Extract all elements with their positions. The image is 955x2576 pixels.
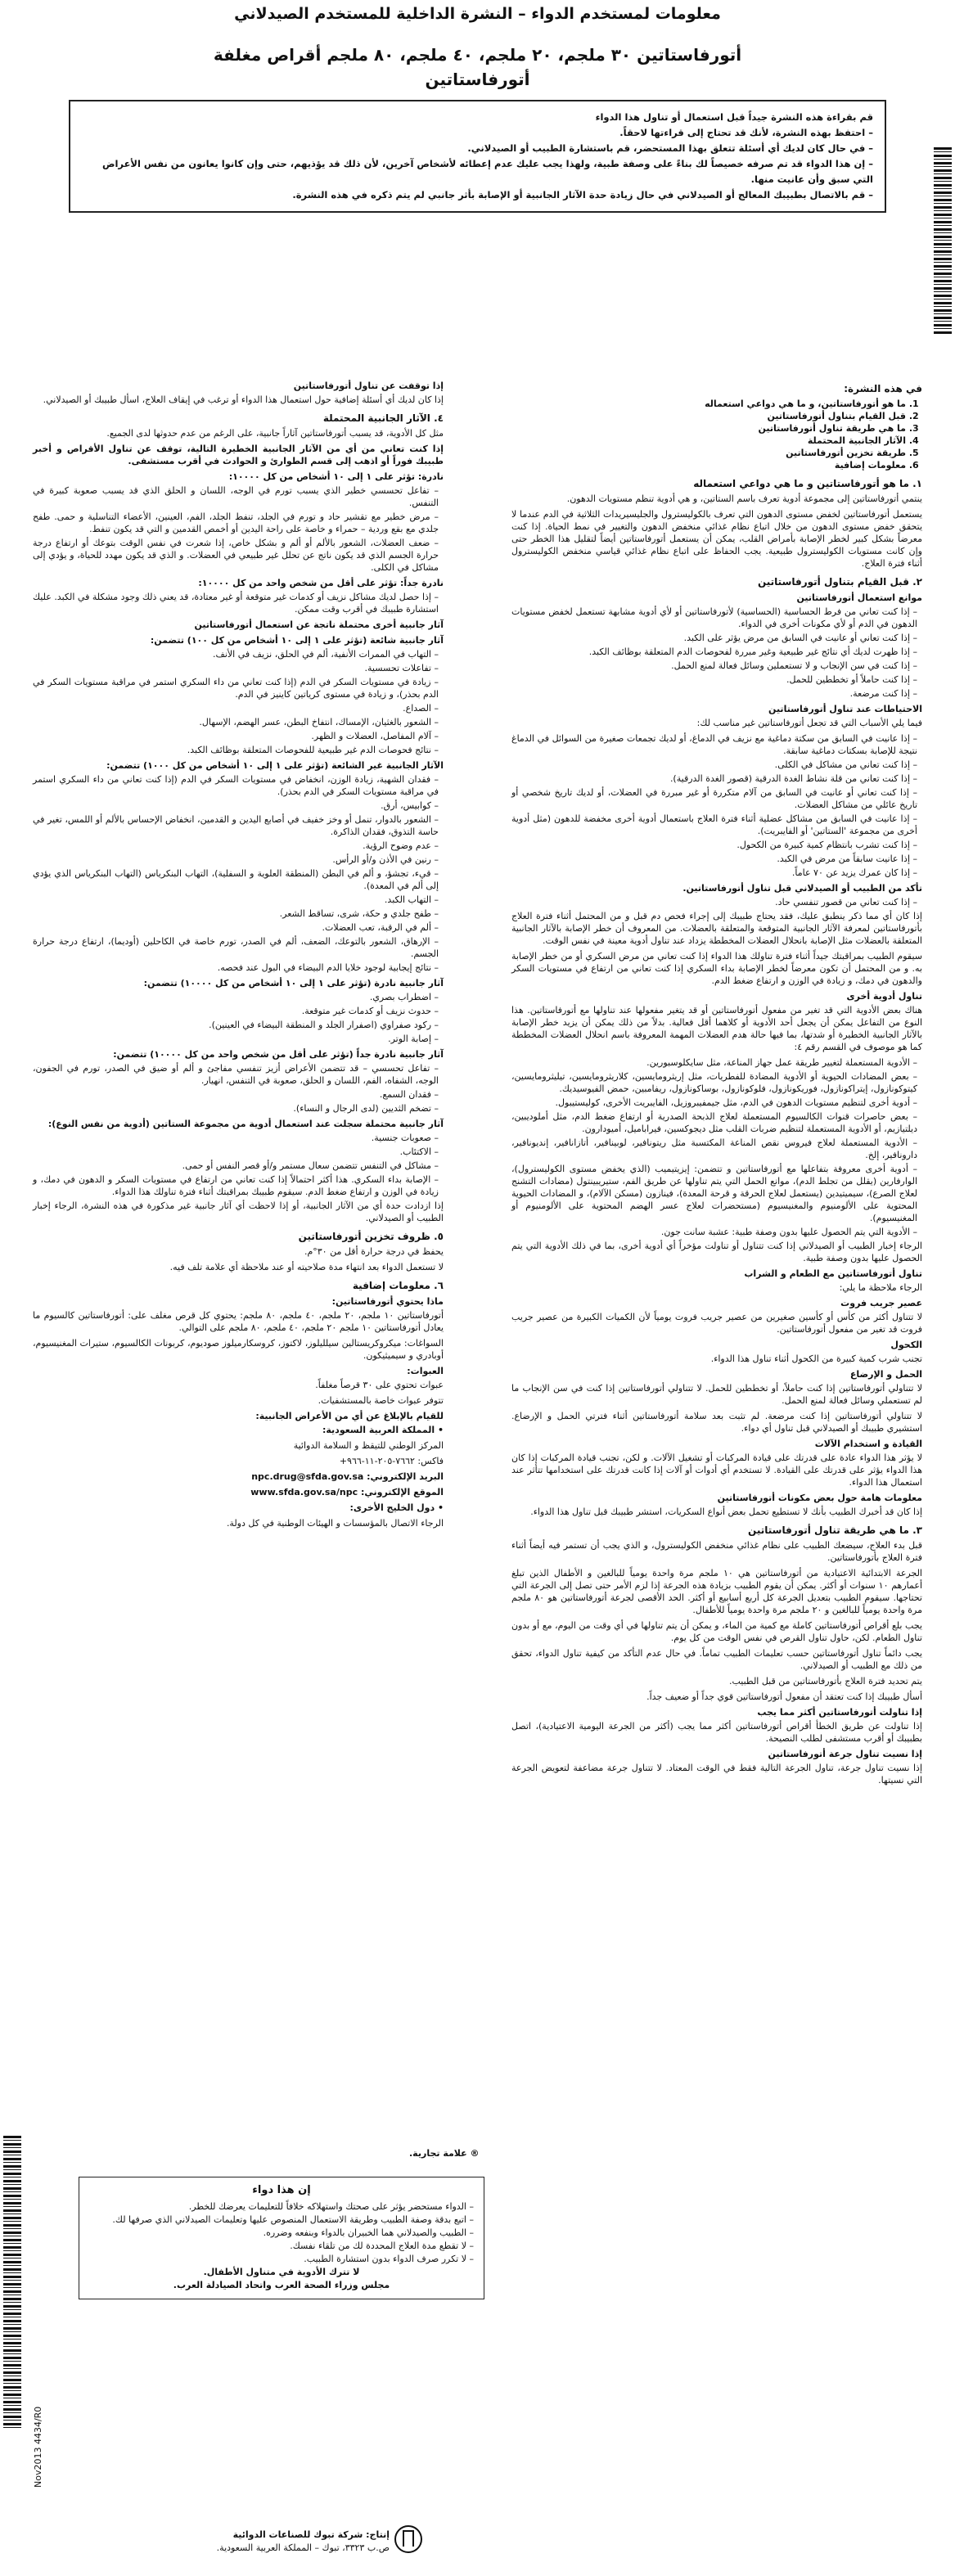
possible-item: – الإصابة بداء السكري. هذا أكثر احتمالاً إذا كنت تعاني من ارتفاع في مستويات السكر و الدهون في دمك، و زيادة في الوزن و ارتفاع ضغط الدم. سيقوم طبيبك بمراقبتك أثناء فترة تناولك هذا الدواء. — [33, 1174, 439, 1197]
section-5-heading: ٥. ظروف تخزين أتورفاستاتين — [298, 1231, 444, 1242]
product-name-line: أتورفاستاتين ٣٠ ملجم، ٢٠ ملجم، ٤٠ ملجم، ٨٠ ملجم أقراص مغلفة — [213, 45, 742, 65]
page-header: معلومات لمستخدم الدواء – النشرة الداخلية للمستخدم الصيدلاني — [234, 5, 721, 23]
very-rare2-heading: آثار جانبية نادرة جداً (تؤثر على أقل من شخص واحد من كل ١٠٠٠٠) تتضمن: — [113, 1049, 444, 1060]
check-item: سيقوم الطبيب بمراقبتك جيداً أثناء فترة تناولك هذا الدواء إذا كنت تعاني من مرض السكري أو من خطر الإصابة به. و من المحتمل أن تكون معرضاً لخطر الإصابة بداء السكري إذا كنت تعاني من ارتفاع في مستويات السكر والدهون في دمك، و زيادة في الوزن و ارتفاع ضغط الدم. — [511, 951, 922, 986]
medicine-notice-line: – لا تقطع مدة العلاج المحددة لك من تلقاء نفسك. — [290, 2240, 474, 2251]
product-title — [98, 43, 857, 92]
contact-line: المركز الوطني للتيقظ و السلامة الدوائية — [293, 1440, 444, 1451]
contact-line: الرجاء الاتصال بالمؤسسات و الهيئات الوطنية في كل دولة. — [226, 1518, 444, 1529]
very-rare2-item: – تفاعل تحسسي – قد تتضمن الأعراض أزيز تنفسي مفاجئ و ألم أو ضيق في الصدر، تورم في الجفون، الوجه، الشفاه، الفم، اللسان و الحلق، صعوبة في التنفس، انهيار. — [33, 1063, 439, 1086]
other-medicines-item: – الأدوية التي يتم الحصول عليها بدون وصفة طبية: عشبة سانت جون. — [660, 1227, 917, 1237]
very-rare-heading: نادرة جداً: تؤثر على أقل من شخص واحد من كل ١٠٠٠٠: — [198, 578, 444, 588]
check-doctor-heading: تأكد من الطبيب أو الصيدلاني قبل تناول أتورفاستاتين. — [682, 883, 922, 894]
contraindication-item: – إذا كنت تعاني من فرط الحساسية (الحساسية) لأتورفاستاتين أو لأي أدوية مشابهة تستعمل لخفض مستويات الدهون في الدم أو لأي مكونات أخرى في الدواء. — [511, 606, 917, 629]
rare2-item: – ركود صفراوي (اصفرار الجلد و المنطقة البيضاء في العينين). — [209, 1020, 439, 1030]
reporting-heading: للقيام بالإبلاغ عن أي من الأعراض الجانبية: — [255, 1411, 444, 1421]
other-medicines-item: الرجاء إخبار الطبيب أو الصيدلاني إذا كنت تتناول أو تناولت مؤخراً أي أدوية أخرى، بما في ذلك الأدوية التي يتم الحصول عليها بدون وصفة طبية. — [511, 1241, 922, 1263]
rare2-item: – إصابة الوتر. — [388, 1034, 439, 1044]
toc-item: 3. ما هي طريقة تناول أتورفاستاتين — [511, 422, 906, 435]
section-1-heading: ١. ما هو أتورفاستاتين و ما هي دواعي استعماله — [693, 478, 922, 489]
uncommon-item: – كوابيس، أرق. — [381, 800, 439, 811]
other-medicines-item: – الأدوية المستعملة لتغيير طريقة عمل جهاز المناعة، مثل سايكلوسبورين. — [646, 1057, 917, 1068]
toc-item: 2. قبل القيام بتناول أتورفاستاتين — [511, 410, 906, 422]
section-3-text: الجرعة الابتدائية الاعتيادية من أتورفاستاتين هي ١٠ ملجم مرة واحدة يومياً للبالغين و الأطفال الذين تبلغ أعمارهم ١٠ سنوات أو أكثر. يمكن أن يقوم الطبيب بزيادة هذه الجرعة إذا لزم الأمر حتى تصل إلى الجرعة التي تحتاجها. سيقوم الطبيب بتعديل الجرعة كل أربع أسابيع أو أكثر. الحد الأقصى لجرعة أتورفاستاتين هو ٨٠ ملجم مرة واحدة يومياً للبالغين و ٢٠ ملجم مرة واحدة يومياً للأطفال. — [511, 1568, 923, 1615]
uncommon-item: – رنين في الأذن و/أو الرأس. — [332, 854, 439, 865]
storage-text: لا تستعمل الدواء بعد انتهاء مدة صلاحيته أو عند ملاحظة أي علامة تلف فيه. — [169, 1262, 444, 1272]
stop-heading: إذا توقفت عن تناول أتورفاستاتين — [293, 381, 444, 391]
precaution-item: – إذا كنت تعاني من مشاكل في الكلى. — [774, 759, 917, 770]
rare2-heading: آثار جانبية نادرة (تؤثر على ١ إلى ١٠ أشخاص من كل ١٠٠٠٠) تتضمن: — [143, 978, 444, 989]
ingredients-info-text: إذا كان قد أخبرك الطبيب بأنك لا تستطيع تحمل بعض أنواع السكريات، استشر طبيبك قبل تناول هذا الدواء. — [530, 1506, 922, 1517]
section-3-text: قبل بدء العلاج، سيضعك الطبيب على نظام غذائي منخفض الكوليسترول، و الذي يجب أن تستمر فيه أيضاً أثناء فترة العلاج بأتورفاستاتين. — [511, 1540, 922, 1563]
right-column — [511, 376, 922, 1790]
medicine-notice-line: – الطبيب والصيدلاني هما الخبيران بالدواء وبنفعه وضرره. — [263, 2227, 474, 2238]
section-3-text: يجب بلع أقراص أتورفاستاتين كاملة مع كمية من الماء، و يمكن أن يتم تناولها في أي وقت من اليوم، مع أو بدون تناول الطعام. لكن، حاول تناول القرص في نفس الوقت من كل يوم. — [511, 1620, 922, 1643]
medicine-notice-line: لا تترك الأدوية في متناول الأطفال. — [203, 2267, 360, 2277]
pack-text: تتوفر عبوات خاصة بالمستشفيات. — [318, 1395, 444, 1406]
contraindication-item: – إذا كنت حاملاً أو تخططين للحمل. — [786, 674, 917, 685]
serious-effects-text: إذا كنت تعاني من أي من الآثار الجانبية الخطيرة التالية، توقف عن تناول الأقراص و أخبر طبيبك فوراً أو اذهب إلى قسم الطوارئ و الحوادث في أقرب مستشفى. — [33, 444, 444, 466]
uncommon-item: – فقدان الشهية، زيادة الوزن، انخفاض في مستويات السكر في الدم (إذا كنت تعاني من داء السكري استمر في مراقبة مستويات السكر في الدم بحذر). — [33, 774, 439, 797]
other-medicines-item: – أدوية أخرى لتنظيم مستويات الدهون في الدم، مثل جيمفيبروزيل، الفايبريت الأخرى، كوليستيبول. — [555, 1097, 917, 1108]
left-column — [33, 376, 444, 1533]
possible-item: – مشاكل في التنفس تتضمن سعال مستمر و/أو قصر النفس أو حمى. — [182, 1160, 439, 1171]
pack-heading: العبوات: — [407, 1366, 444, 1376]
section-2-heading: ٢. قبل القيام بتناول أتورفاستاتين — [757, 576, 922, 588]
toc-heading: في هذه النشرة: — [844, 383, 922, 394]
rare-item: – تفاعل تحسسي خطير الذي يسبب تورم في الوجه، اللسان و الحلق الذي قد يسبب صعوبة كبيرة في التنفس. — [33, 485, 439, 508]
section-4-heading: ٤. الآثار الجانبية المحتملة — [322, 412, 444, 424]
section-3-text: أسأل طبيبك إذا كنت تعتقد أن مفعول أتورفاستاتين قوي جداً أو ضعيف جداً. — [646, 1691, 922, 1702]
warning-line: – إن هذا الدواء قد تم صرفه خصيصاً لك بناءً على وصفة طبية، ولهذا يجب عليك عدم إعطائه لأشخاص آخرين، لأن ذلك قد يؤذيهم، حتى وإن كانوا يعانون من نفس الأعراض التي سبق وأن عانيت منها. — [102, 158, 873, 185]
overdose-text: إذا تناولت عن طريق الخطأ أقراص أتورفاستاتين أكثر مما يجب (أكثر من الجرعة اليومية الاعتيادية)، اتصل بطبيبك أو أقرب مستشفى لطلب النصيحة. — [511, 1721, 922, 1744]
manufacturer-address: ص.ب ٣٣٢٣، تبوك – المملكة العربية السعودية. — [216, 2542, 390, 2553]
section-6-heading: ٦. معلومات إضافية — [352, 1280, 444, 1291]
section-1-text: ينتمي أتورفاستاتين إلى مجموعة أدوية تعرف باسم الستاتين، و هي أدوية تنظم مستويات الدهون. — [566, 493, 922, 504]
pharmacode-barcode-left — [3, 2136, 21, 2430]
medicine-notice-box — [79, 2177, 484, 2299]
contraindication-item: – إذا ظهرت لديك أي نتائج غير طبيعية وغير مبررة لفحوصات الدم المتعلقة بوظائف الكبد. — [588, 646, 917, 657]
possible-effects-heading: آثار جانبية محتملة سجلت عند استعمال أدوية من مجموعة الستاتين (أدوية من نفس النوع): — [47, 1119, 444, 1129]
precautions-heading: الاحتياطات عند تناول أتورفاستاتين — [768, 704, 922, 714]
contraindication-item: – إذا كنت في سن الإنجاب و لا تستعملين وسائل فعالة لمنع الحمل. — [671, 660, 917, 671]
precaution-item: – إذا كنت تعاني أو عانيت في السابق من آلام متكررة أو غير مبررة في العضلات، أو لديك تاريخ شخصي أو تاريخ عائلي من مشاكل العضلات. — [511, 787, 917, 810]
section-3-text: يتم تحديد فترة العلاج بأتورفاستاتين من قبل الطبيب. — [728, 1676, 922, 1687]
pregnancy-text: لا تتناولي أتورفاستاتين إذا كنت مرضعة. لم تثبت بعد سلامة أتورفاستاتين أثناء فترتي الحمل و الإرضاع. استشيري طبيبك أو الصيدلاني قبل تناول أي دواء. — [511, 1411, 922, 1434]
uncommon-item: – ألم في الرقبة، تعب العضلات. — [322, 922, 439, 933]
precaution-item: – إذا عانيت في السابق من مشاكل عضلية أثناء فترة العلاج باستعمال أدوية أخرى مخفضة للدهون (مثل أدوية أخرى من مجموعة 'الستاتين' أو الفايبريت). — [511, 813, 917, 836]
common-item: – نتائج فحوصات الدم غير طبيعية للفحوصات المتعلقة بوظائف الكبد. — [187, 745, 439, 755]
report-text: إذا ازدادت حدة أي من الآثار الجانبية، أو إذا لاحظت أي آثار جانبية غير مذكورة في هذه النشرة، الرجاء إخبار الطبيب أو الصيدلاني. — [33, 1200, 444, 1223]
uncommon-item: – عدم وضوح الرؤية. — [363, 840, 439, 851]
uncommon-heading: الآثار الجانبية غير الشائعة (تؤثر على ١ إلى ١٠ أشخاص من كل ١٠٠٠) تتضمن: — [106, 760, 444, 771]
trademark-note: ® علامة تجارية. — [409, 2148, 480, 2159]
section-3-text: يجب دائماً تناول أتورفاستاتين حسب تعليمات الطبيب تماماً. في حال عدم التأكد من كيفية تناول الدواء، تحقق من ذلك مع الطبيب أو الصيدلاني. — [511, 1648, 922, 1671]
very-rare-item: – إذا حصل لديك مشاكل نزيف أو كدمات غير متوقعة أو غير معتادة، قد يعني ذلك وجود مشكلة في الكبد. عليك استشارة طبيبك في أقرب وقت ممكن. — [33, 592, 439, 615]
warning-line: – قم بالاتصال بطبيبك المعالج أو الصيدلاني في حال زيادة حدة الآثار الجانبية أو الإصابة بأثر جانبي لم يتم ذكره في هذه النشرة. — [292, 189, 873, 200]
contact-line: • دول الخليج الأخرى: — [349, 1502, 444, 1513]
food-drink-text: لا تتناول أكثر من كأس أو كأسين صغيرين من عصير جريب فروت يومياً لأن الكميات الكبيرة من عصير جريب فروت قد تغير من مفعول أتورفاستاتين. — [511, 1312, 922, 1335]
contact-website[interactable]: www.sfda.gov.sa/npc :الموقع الإلكتروني — [250, 1487, 444, 1497]
ingredients-info-heading: معلومات هامة حول بعض مكونات أتورفاستاتين — [717, 1493, 922, 1503]
uncommon-item: – نتائج إيجابية لوجود خلايا الدم البيضاء في البول عند فحصه. — [217, 962, 439, 973]
other-medicines-item: – أدوية أخرى معروفة بتفاعلها مع أتورفاستاتين و تتضمن: إيزيتيميب (الذي يخفض مستوى الكوليسترول)، الوارفارين (يقلل من تجلط الدم)، موانع الحمل التي يتم تناولها عن طريق الفم، ستيريبينتول (مضادات التشنج لعلاج الصرع)، سيميتيدين (يستعمل لعلاج الحرقة و قرحة المعدة)، فينازون (مسكن الآلام)، و المضادات الحيوية المحتوية على الألومنيوم والمغنيسيوم (مستحضرات لعلاج عسر الهضم المحتوية على الألومنيوم أو المغنيسيوم). — [511, 1164, 917, 1223]
warning-line: – في حال كان لديك أي أسئلة تتعلق بهذا المستحضر، قم باستشارة الطبيب أو الصيدلاني. — [467, 142, 873, 154]
rare-item: – مرض خطير مع تقشير حاد و تورم في الجلد، تنفط الجلد، الفم، العينين، الأعضاء التناسلية و حمى. طفح جلدي مع بقع وردية – حمراء و خاصة على راحة اليدين أو أخمص القدمين و التي قد يكون تنفط. — [33, 511, 439, 534]
toc-item: 4. الآثار الجانبية المحتملة — [511, 435, 906, 447]
contents-heading: ماذا يحتوي أتورفاستاتين: — [331, 1296, 444, 1307]
warning-line: قم بقراءة هذه النشرة جيداً قبل استعمال أو تناول هذا الدواء — [595, 111, 873, 123]
contraindications-heading: موانع استعمال أتورفاستاتين — [796, 592, 922, 603]
storage-text: يحفظ في درجة حرارة أقل من ٣٠°م. — [304, 1246, 444, 1257]
common-item: – تفاعلات تحسسية. — [364, 663, 439, 673]
precaution-item: – إذا عانيت في السابق من سكتة دماغية مع نزيف في الدماغ، أو لديك تجمعات صغيرة من السوائل في الدماغ نتيجة للإصابة بسكتات دماغية سابقة. — [511, 733, 917, 756]
food-drink-text: تجنب شرب كمية كبيرة من الكحول أثناء تناول هذا الدواء. — [710, 1353, 922, 1364]
rare2-item: – اضطراب بصري. — [369, 992, 439, 1002]
food-drink-note: الرجاء ملاحظة ما يلي: — [839, 1282, 922, 1293]
pharmacode-barcode — [934, 147, 952, 336]
toc-item: 5. طريقة تخزين أتورفاستاتين — [511, 447, 906, 459]
toc-list — [511, 398, 922, 471]
manufacturer-name: إنتاج: شركة تبوك للصناعات الدوائية — [232, 2529, 390, 2540]
other-medicines-heading: تناول أدوية أخرى — [846, 991, 922, 1002]
contents-text: السواغات: ميكروكريستالين سيلليلوز، لاكتوز، كروسكارميلوز صوديوم، كربونات الكالسيوم، ستيرات المغنيسيوم، أوبادري و سيميثيكون. — [33, 1338, 444, 1361]
other-effects-heading: آثار جانبية أخرى محتملة ناتجة عن استعمال أتورفاستاتين — [194, 619, 444, 630]
uncommon-item: – طفح جلدي و حكة، شرى، تساقط الشعر. — [279, 908, 439, 919]
missed-dose-heading: إذا نسيت تناول جرعة أتورفاستاتين — [768, 1749, 922, 1759]
very-rare2-item: – فقدان السمع. — [379, 1089, 439, 1100]
food-drink-heading: تناول أتورفاستاتين مع الطعام و الشراب — [744, 1268, 922, 1279]
grapefruit-heading: عصير جريب فروت — [840, 1298, 922, 1308]
check-item: – إذا كنت تعاني من قصور تنفسي حاد. — [775, 897, 917, 907]
check-item: إذا كان أي مما ذكر ينطبق عليك، فقد يحتاج طبيبك إلى إجراء فحص دم قبل و من المحتمل أثناء فترة العلاج بأتورفاستاتين لمعرفة الآثار الجانبية المتوقعة والمتعلقة بالعضلات. من المعروف أن خطر الإصابة بالآثار الجانبية المتعلقة بالعضلات مثل الإصابة بانحلال العضلات المخططة يزداد عند تناول أدوية معينة في نفس الوقت. — [511, 911, 922, 946]
stop-text: إذا كان لديك أي أسئلة إضافية حول استعمال هذا الدواء أو ترغب في إيقاف العلاج، اسأل طبيبك أو الصيدلاني. — [43, 394, 444, 405]
section-4-intro: مثل كل الأدوية، قد يسبب أتورفاستاتين آثاراً جانبية، على الرغم من عدم حدوثها لدى الجميع. — [106, 428, 444, 439]
uncommon-item: – الإرهاق، الشعور بالتوعك، الضعف، ألم في الصدر، تورم خاصة في الكاحلين (أوديما)، ارتفاع درجة حرارة الجسم. — [33, 936, 439, 959]
medicine-notice-line: – الدواء مستحضر يؤثر على صحتك واستهلاكه خلافاً للتعليمات يعرضك للخطر. — [188, 2201, 474, 2212]
other-medicines-item: – الأدوية المستعملة لعلاج فيروس نقص المناعة المكتسبة مثل ريتونافير، لوبينافير، أتازانافير، إنديونافير، دارونافير، إلخ. — [511, 1137, 917, 1160]
contact-email[interactable]: npc.drug@sfda.gov.sa :البريد الإلكتروني — [251, 1471, 444, 1482]
common-item: – آلام المفاصل، العضلات و الظهر. — [311, 731, 439, 741]
rare-item: – ضعف العضلات، الشعور بالألم أو ألم و بشكل خاص، إذا شعرت في نفس الوقت بتوعك أو ارتفاع درجة حرارة الجسم الذي قد يكون ناتج عن تحلل غير طبيعي في العضلات. و الذي قد يكون مهدد للحياة، و يؤدي إلى مشاكل في الكلى. — [33, 538, 439, 573]
common-item: – الشعور بالغثيان، الإمساك، انتفاخ البطن، عسر الهضم، الإسهال. — [199, 717, 439, 727]
medicine-notice-line: – اتبع بدقة وصفة الطبيب وطريقة الاستعمال المنصوص عليها وتعليمات الصيدلاني الذي صرفها لك. — [112, 2214, 474, 2225]
section-1-text: يستعمل أتورفاستاتين لخفض مستوى الدهون التي تعرف بالكوليسترول والجليسيريدات الثلاثية في الدم عندما لا يتحقق خفض مستوى الدهون من خلال اتباع نظام غذائي منخفض الدهون والتغيير في نمط الحياة. إذا كنت معرضاً بشكل كبير لخطر الإصابة بأمراض القلب، يمكن أن يستعمل أتورفاستاتين أيضاً لتقليل هذا الخطر حتى وإن كانت مستويات الكوليسترول طبيعية. يجب الحفاظ على اتباع نظام غذائي قياسي منخفض الكوليسترول أثناء فترة العلاج. — [511, 509, 922, 569]
driving-text: لا يؤثر هذا الدواء عادة على قدرتك على قيادة المركبات أو تشغيل الآلات. و لكن، تجنب قيادة المركبات إذا كان هذا الدواء يؤثر على قدرتك على القيادة. لا تستخدم أي أدوات أو آلات إذا كانت قدرتك على استخدامها تتأثر عند استعمال هذا الدواء. — [511, 1452, 922, 1488]
missed-dose-text: إذا نسيت تناول جرعة، تناول الجرعة التالية فقط في الوقت المعتاد. لا تتناول جرعة مضاعفة لتعويض الجرعة التي نسيتها. — [511, 1763, 922, 1786]
rare2-item: – حدوث نزيف أو كدمات غير متوقعة. — [301, 1006, 439, 1016]
precautions-intro: فيما يلي الأسباب التي قد تجعل أتورفاستاتين غير مناسب لك: — [696, 718, 922, 728]
uncommon-item: – التهاب الكبد. — [384, 894, 439, 905]
other-medicines-item: – بعض المضادات الحيوية أو الأدوية المضادة للفطريات، مثل إريثرومايسين، كلاريثرومايسين، تيليثرومايسين، كيتوكونازول، إيتراكونازول، فوريكونازول، فلوكونازول، بوساكونازول، ريفامبين، حمض الفيوسيديك. — [511, 1071, 917, 1094]
very-rare2-item: – تضخم الثديين (لدى الرجال و النساء). — [293, 1103, 439, 1114]
possible-item: – الاكتئاب. — [399, 1146, 439, 1157]
pack-text: عبوات تحتوي على ٣٠ قرصاً مغلفاً. — [315, 1380, 444, 1390]
contraindication-item: – إذا كنت تعاني أو عانيت في السابق من مرض يؤثر على الكبد. — [683, 633, 917, 643]
precaution-item: – إذا عانيت سابقاً من مرض في الكبد. — [777, 853, 917, 864]
warning-line: – احتفظ بهذه النشرة، لأنك قد تحتاج إلى قراءتها لاحقاً. — [619, 127, 873, 138]
common-heading: آثار جانبية شائعة (تؤثر على ١ إلى ١٠ أشخاص من كل ١٠٠) تتضمن: — [150, 635, 444, 646]
other-medicines-item: – بعض حاصرات قنوات الكالسيوم المستعملة لعلاج الذبحة الصدرية أو ارتفاع ضغط الدم، مثل أملوديبين، ديلتيازيم، أو الأدوية المستعملة لتنظيم ضربات القلب مثل ديجوكسين، فيراباميل، أميودارون. — [511, 1111, 917, 1134]
contact-line: • المملكة العربية السعودية: — [322, 1425, 444, 1435]
other-medicines-item: هناك بعض الأدوية التي قد تغير من مفعول أتورفاستاتين أو قد يتغير مفعولها عند تناولها مع أتورفاستاتين. هذا النوع من التفاعل يمكن أن يجعل أحد الأدوية أو كلاهما أقل فعالية. بدلاً من ذلك يمكن أن يزيد خطر الإصابة بالآثار الجانبية الخطيرة أو شدتها، بما فيها حالة هدم العضلات المهمة المعروفة باسم انحلال العضلات المخططة كما هو موصوف في القسم رقم ٤: — [511, 1005, 922, 1052]
precaution-item: – إذا كان عمرك يزيد عن ٧٠ عاماً. — [791, 867, 917, 878]
medicine-notice-heading: إن هذا دواء — [252, 2184, 311, 2196]
medicine-notice-line: مجلس وزراء الصحة العرب واتحاد الصيادلة العرب. — [173, 2280, 390, 2290]
uncommon-item: – قيء، تجشؤ، و ألم في البطن (المنطقة العلوية و السفلية)، التهاب البنكرياس (التهاب البنكرياس الذي يؤدي إلى ألم في المعدة). — [33, 868, 439, 891]
common-item: – الصداع. — [403, 703, 439, 714]
toc-item: 1. ما هو أتورفاستاتين، و ما هي دواعي استعماله — [511, 398, 906, 410]
overdose-heading: إذا تناولت أتورفاستاتين أكثر مما يجب — [757, 1707, 922, 1718]
common-item: – التهاب في الممرات الأنفية، ألم في الحلق، نزيف في الأنف. — [212, 649, 439, 660]
alcohol-heading: الكحول — [890, 1340, 922, 1350]
driving-heading: القيادة و استخدام الآلات — [814, 1439, 922, 1449]
pregnancy-heading: الحمل و الإرضاع — [849, 1369, 922, 1380]
common-item: – زيادة في مستويات السكر في الدم (إذا كنت تعاني من داء السكري استمر في مراقبة مستويات السكر في الدم بحذر)، و زيادة في مستوى كرياتين كاينيز في الدم. — [33, 677, 439, 700]
possible-item: – صعوبات جنسية. — [371, 1133, 439, 1143]
section-3-heading: ٣. ما هي طريقة تناول أتورفاستاتين — [748, 1524, 922, 1536]
uncommon-item: – الشعور بالدوار، تنمل أو وخز خفيف في أصابع اليدين و القدمين، انخفاض الإحساس بالألم أو اللمس، تغير في حاسة التذوق، فقدان الذاكرة. — [33, 814, 439, 837]
manufacturer-info — [79, 2529, 422, 2555]
medicine-notice-line: – لا تكرر صرف الدواء بدون استشارة الطبيب. — [304, 2254, 474, 2264]
precaution-item: – إذا كنت تعاني من قلة نشاط الغدة الدرقية (قصور الغدة الدرقية). — [669, 773, 917, 784]
revision-code: Nov2013 4434/R0 — [33, 2406, 43, 2488]
rare-heading: نادرة: تؤثر على ١ إلى ١٠ أشخاص من كل ١٠٠٠٠: — [228, 471, 444, 482]
pregnancy-text: لا تتناولي أتورفاستاتين إذا كنت حاملاً، أو تخططين للحمل. لا تتناولي أتورفاستاتين إذا كنت في سن الإنجاب ما لم تستعملي وسائل فعالة لمنع الحمل. — [511, 1383, 922, 1406]
warning-box — [69, 100, 886, 213]
contents-text: أتورفاستاتين ١٠ ملجم، ٢٠ ملجم، ٤٠ ملجم، ٨٠ ملجم: يحتوي كل قرص مغلف على: أتورفاستاتين كالسيوم ما يعادل أتورفاستاتين ١٠ ملجم ٢٠ ملجم، ٤٠ ملجم، ٨٠ ملجم على التوالي. — [33, 1310, 444, 1333]
precaution-item: – إذا كنت تشرب بانتظام كمية كبيرة من الكحول. — [737, 840, 917, 850]
contraindication-item: – إذا كنت مرضعة. — [849, 688, 917, 699]
contact-line: فاكس: ٧٦٦٢-٢٠٥-١١-٩٦٦+ — [339, 1456, 444, 1466]
toc-item: 6. معلومات إضافية — [511, 459, 906, 471]
product-generic-name: أتورفاستاتين — [425, 70, 530, 89]
